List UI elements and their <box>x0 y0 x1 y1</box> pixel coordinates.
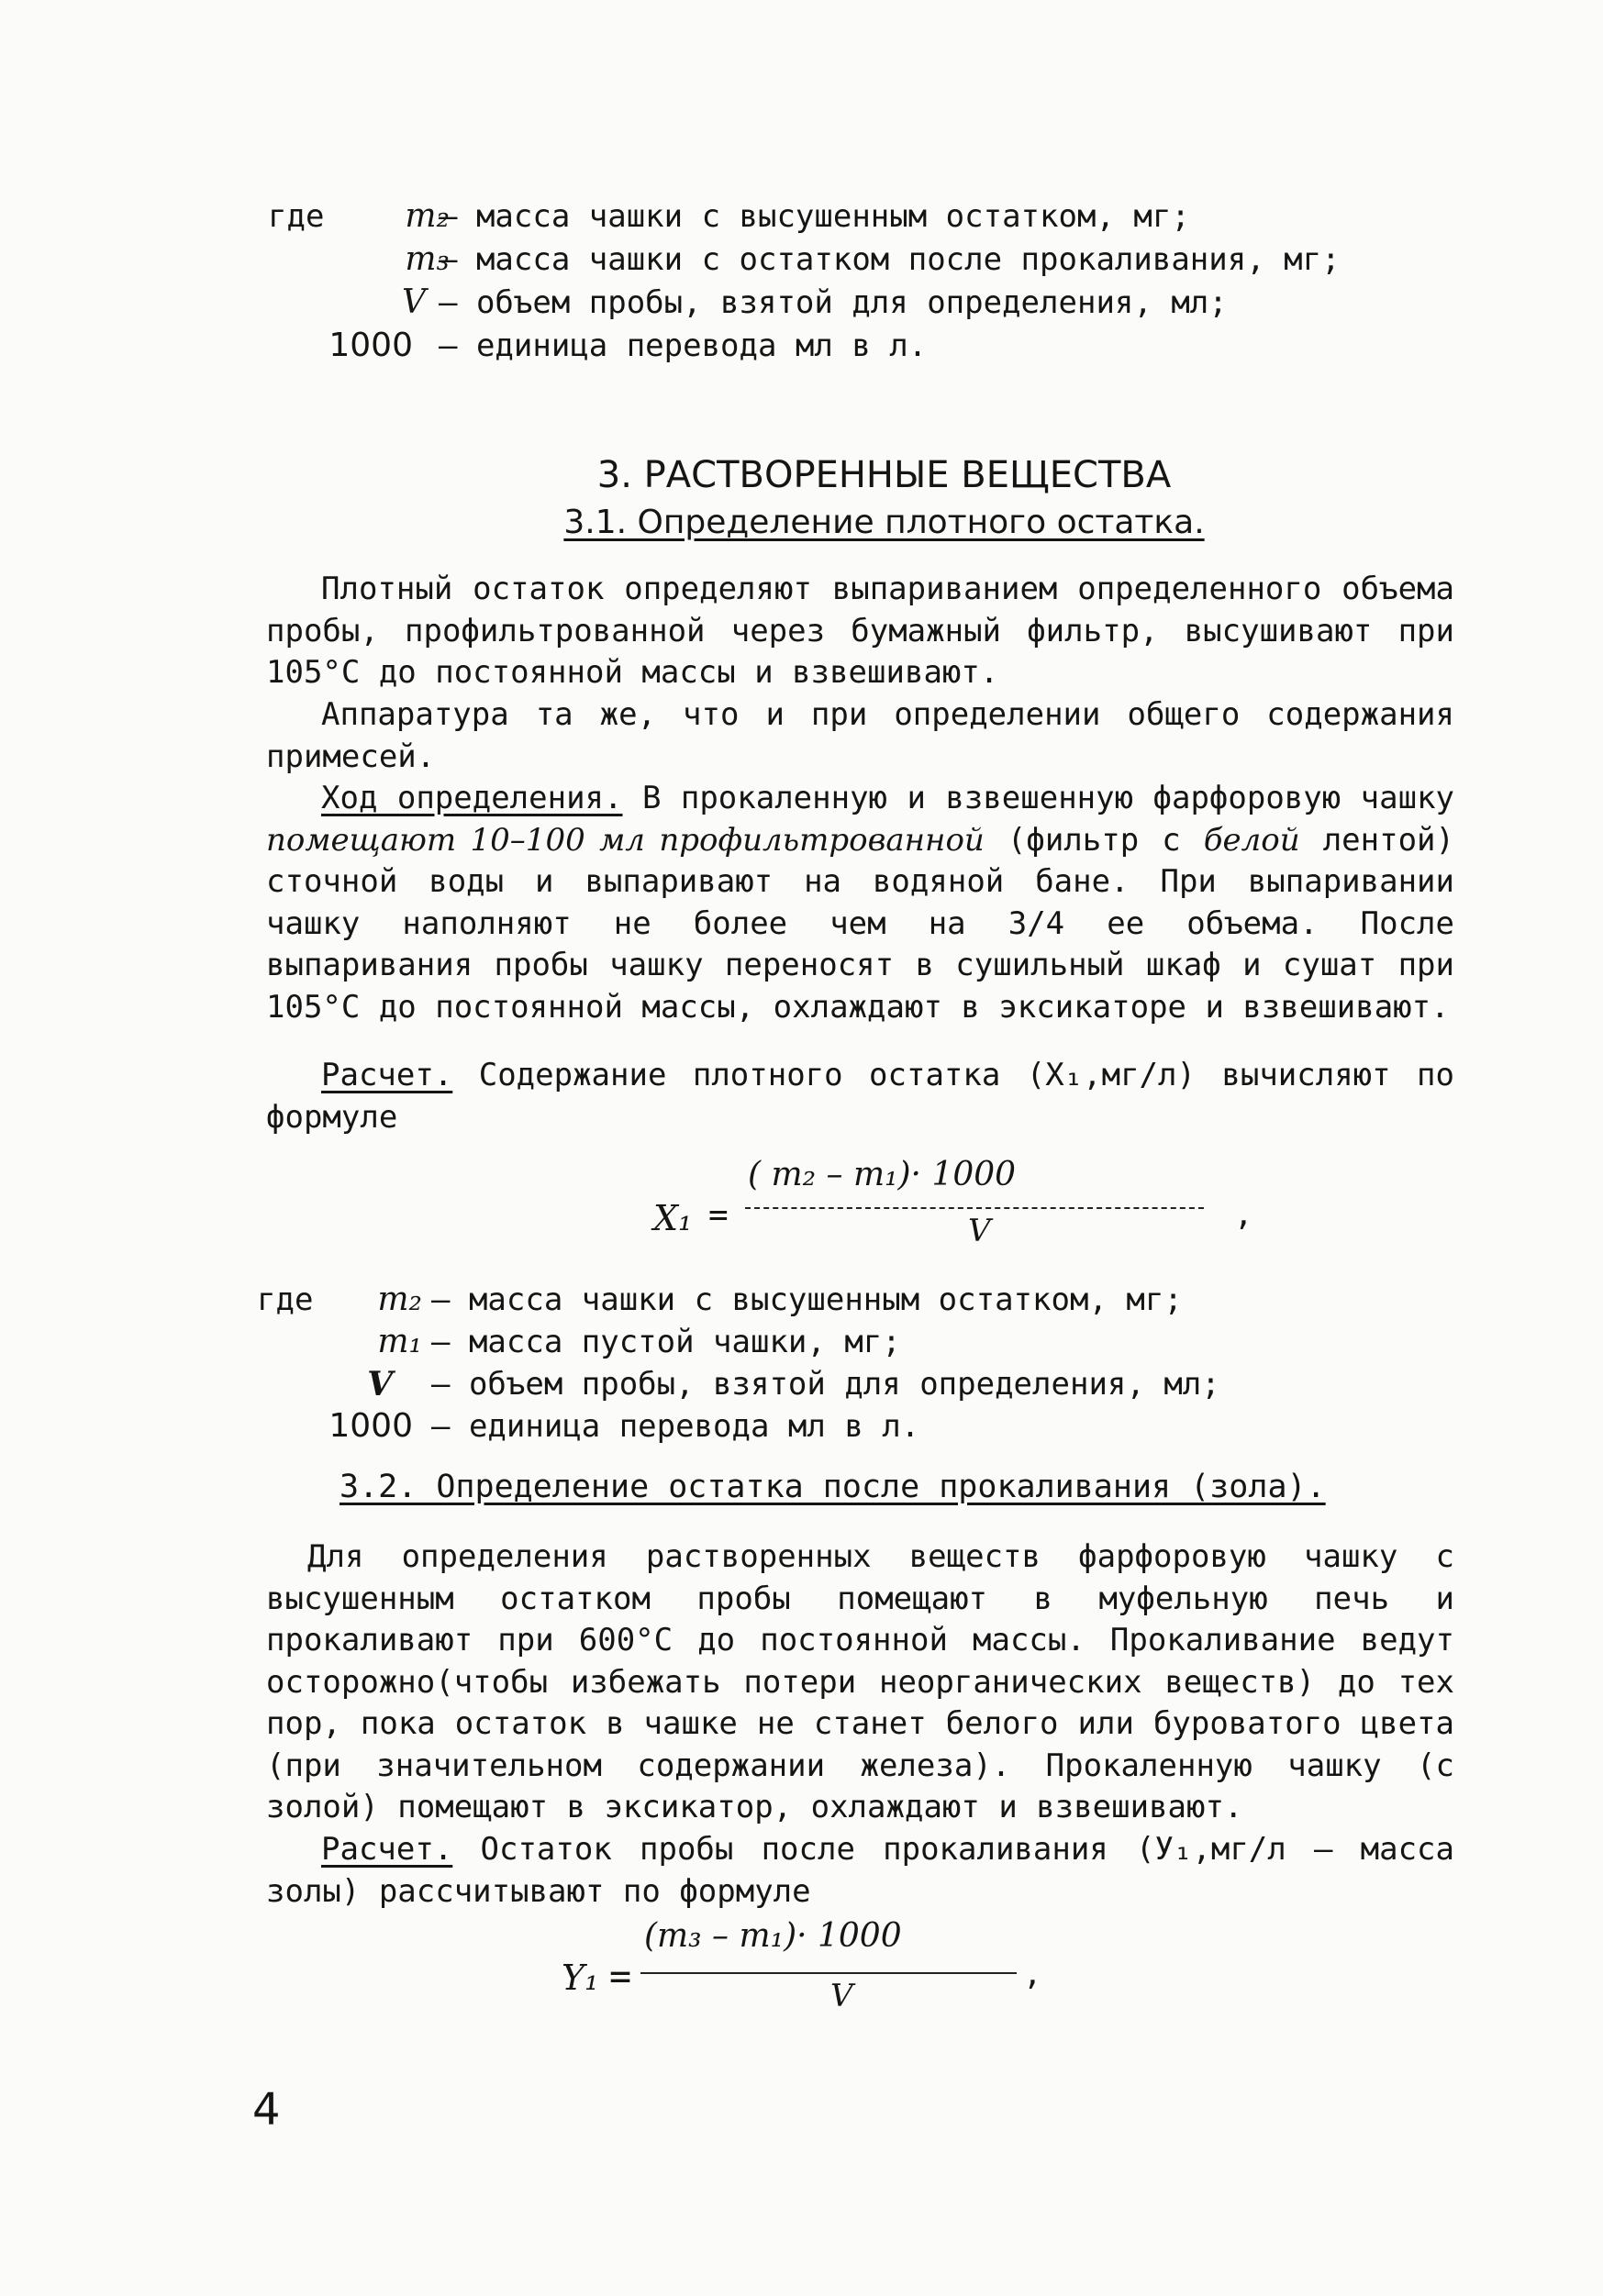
def-lead-where: где <box>268 198 325 235</box>
def-symbol: m₃ <box>405 240 450 278</box>
def-text: – масса чашки с высушенным остатком, мг; <box>439 198 1190 235</box>
def-symbol: m₂ <box>405 197 450 235</box>
calculation-text: Содержание плотного остатка (X₁,мг/л) вычисляют по формуле <box>266 1057 1454 1136</box>
def-text: – объем пробы, взятой для определения, мл; <box>439 284 1228 321</box>
def-symbol: m₂ <box>377 1281 422 1318</box>
formula-trail: , <box>1023 1956 1042 1992</box>
formula-lhs: Y₁ <box>562 1958 599 1998</box>
calculation-text: Остаток пробы после прокаливания (У₁,мг/л – масса золы) рассчитывают по формуле <box>266 1831 1454 1910</box>
def-text: – масса пустой чашки, мг; <box>431 1324 901 1360</box>
def-symbol: V <box>402 283 426 321</box>
def-text: – масса чашки с остатком после прокаливания, мг; <box>439 241 1341 278</box>
subsection-title: 3.2. Определение остатка после прокаливания (зола). <box>340 1469 1326 1505</box>
formula-numerator: ( m₂ – m₁)· 1000 <box>748 1156 1017 1193</box>
calculation-label: Расчет. <box>321 1057 453 1093</box>
procedure-text: (фильтр с <box>984 821 1204 859</box>
def-symbol: 1000 <box>328 327 413 364</box>
def-symbol: 1000 <box>328 1407 413 1445</box>
paragraph-procedure <box>266 778 1454 1028</box>
formula-equals: = <box>708 1196 729 1234</box>
formula-trail: , <box>1234 1196 1253 1233</box>
def-lead-where: где <box>257 1281 314 1318</box>
def-text: – объем пробы, взятой для определения, мл; <box>431 1366 1220 1403</box>
calculation-label: Расчет. <box>321 1831 453 1868</box>
formula-numerator: (m₃ – m₁)· 1000 <box>644 1917 902 1955</box>
paragraph: Аппаратура та же, что и при определении общего содержания примесей. <box>266 696 1454 775</box>
paragraph: Плотный остаток определяют выпариванием определенного объема пробы, профильтрованной через бумажный фильтр, высушивают при 105°С до постоянной массы и взвешивают. <box>266 571 1454 691</box>
fraction-bar <box>640 1972 1017 1974</box>
formula-lhs: X₁ <box>653 1198 693 1238</box>
def-text: – масса чашки с высушенным остатком, мг; <box>431 1281 1183 1318</box>
procedure-text: В прокаленную и взвешенную фарфоровую чашку <box>622 780 1455 816</box>
def-text: – единица перевода мл в л. <box>439 327 928 364</box>
procedure-text-italic: помещают 10–100 мл профильтрованной <box>266 821 985 859</box>
section-title: 3. РАСТВОРЕННЫЕ ВЕЩЕСТВА <box>596 454 1172 496</box>
subsection-title: 3.1. Определение плотного остатка. <box>563 504 1205 541</box>
paragraph-calculation <box>266 1829 1454 1913</box>
fraction-bar <box>745 1207 1204 1209</box>
procedure-text-italic: белой <box>1203 821 1300 859</box>
def-symbol: m₁ <box>377 1323 422 1360</box>
paragraph-calculation <box>266 1055 1454 1138</box>
def-text: – единица перевода мл в л. <box>431 1408 920 1445</box>
procedure-label: Ход определения. <box>321 780 623 816</box>
procedure-text: лентой) сточной воды и выпаривают на водяной бане. При выпаривании чашку наполняют не более чем на 3/4 ее объема. После выпаривания пробы чашку переносят в сушильный шкаф и сушат при 105°С до постоянной массы, охлаждают в эксикаторе и взвешивают. <box>266 821 1454 1026</box>
formula-denominator: V <box>830 1978 853 2014</box>
formula-denominator: V <box>968 1213 991 1249</box>
paragraph: Для определения растворенных веществ фарфоровую чашку с высушенным остатком пробы помещают в муфельную печь и прокаливают при 600°С до постоянной массы. Прокаливание ведут осторожно(чтобы избежать потери неорганических веществ) до тех пор, пока остаток в чашке не станет белого или буроватого цвета (при значительном содержании железа). Прокаленную чашку (с золой) помещают в эксикатор, охлаждают и взвешивают. <box>266 1538 1454 1825</box>
def-symbol: V <box>367 1365 393 1403</box>
formula-equals: = <box>609 1956 632 1998</box>
page-number: 4 <box>252 2084 281 2135</box>
